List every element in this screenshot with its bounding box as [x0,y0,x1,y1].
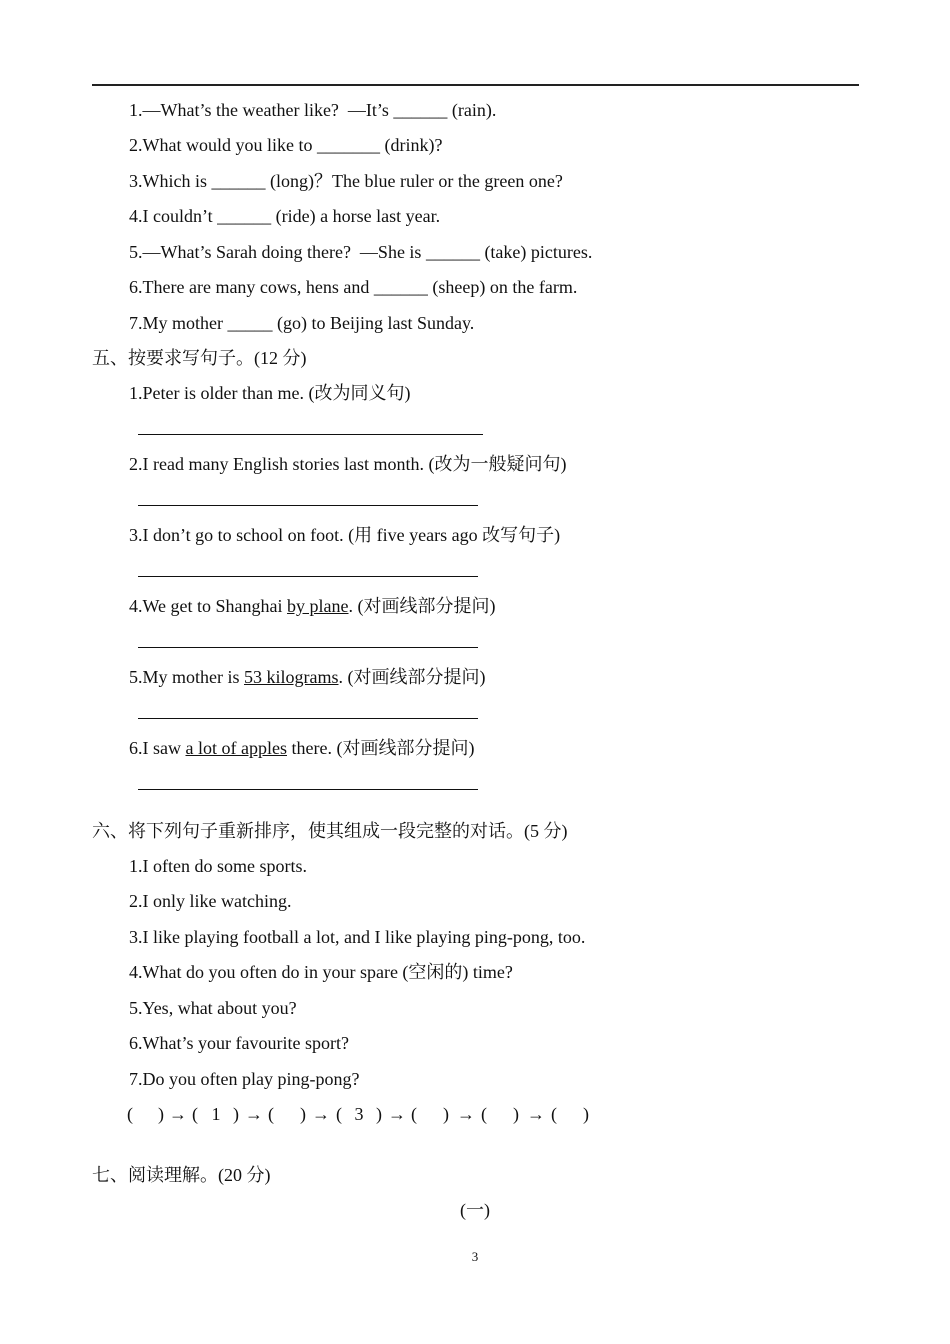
fill-item-7: 7.My mother _____ (go) to Beijing last Sunday. [129,313,475,333]
arrow-icon: → [169,1104,187,1124]
dialogue-sentence-4: 4.What do you often do in your spare (空闲的) time? [129,962,513,982]
rewrite-item-text: 4.We get to Shanghai [129,596,288,616]
rewrite-item-text: 6.I saw [129,738,186,758]
rewrite-item-instruction: . (对画线部分提问) [338,667,486,687]
rewrite-item-1 [129,382,410,404]
rewrite-item-text: 5.My mother is [129,667,244,687]
paren-close: ) [443,1104,449,1124]
arrow-icon: → [312,1104,330,1124]
answer-line-2[interactable] [138,505,478,506]
fill-item-1: 1.—What’s the weather like? —It’s ______ (rain). [129,100,497,120]
fill-item-6: 6.There are many cows, hens and ______ (sheep) on the farm. [129,277,578,297]
paren-open: ( [481,1104,487,1124]
paren-close: ) [158,1104,164,1124]
answer-line-5[interactable] [138,718,478,719]
rewrite-item-instruction: . (对画线部分提问) [348,596,496,616]
rewrite-item-text: 3.I don’t go to school on foot. (用 five years ago 改写句子) [129,525,561,545]
dialogue-sentence-2: 2.I only like watching. [129,891,292,911]
dialogue-sentence-1: 1.I often do some sports. [129,856,307,876]
header-rule [92,84,859,86]
fill-item-2: 2.What would you like to _______ (drink)? [129,135,443,155]
rewrite-item-text: 1.Peter is older than me. (改为同义句) [129,383,411,403]
arrow-icon: → [388,1104,406,1124]
arrow-icon: → [457,1104,475,1124]
section-6-title: 六、将下列句子重新排序，使其组成一段完整的对话。(5 分) [92,821,568,841]
section-7-title: 七、阅读理解。(20 分) [92,1165,271,1185]
paren-open: ( [551,1104,557,1124]
fill-item-4: 4.I couldn’t ______ (ride) a horse last year. [129,206,441,226]
underlined-phrase: a lot of apples [185,738,287,758]
underlined-phrase: by plane [287,596,349,616]
fill-item-5: 5.—What’s Sarah doing there? —She is ______ (take) pictures. [129,242,593,262]
dialogue-sentence-3: 3.I like playing football a lot, and I like playing ping-pong, too. [129,927,586,947]
rewrite-item-4 [129,595,496,617]
paren-open: ( [411,1104,417,1124]
arrow-icon: → [527,1104,545,1124]
paren-close: ) [233,1104,239,1124]
rewrite-item-2 [129,453,566,475]
paren-open: ( [336,1104,342,1124]
fill-item-3: 3.Which is ______ (long)？The blue ruler or the green one? [129,171,563,191]
answer-line-3[interactable] [138,576,478,577]
dialogue-sentence-6: 6.What’s your favourite sport? [129,1033,349,1053]
answer-line-4[interactable] [138,647,478,648]
paren-close: ) [376,1104,382,1124]
underlined-phrase: 53 kilograms [244,667,339,687]
dialogue-sentence-7: 7.Do you often play ping-pong? [129,1069,360,1089]
rewrite-item-instruction: there. (对画线部分提问) [286,738,475,758]
paren-close: ) [513,1104,519,1124]
answer-line-1[interactable] [138,434,483,435]
answer-line-6[interactable] [138,789,478,790]
paren-open: ( [127,1104,133,1124]
order-answer-sequence [0,1103,950,1125]
rewrite-item-5 [129,666,486,688]
passage-label: (一) [460,1200,490,1220]
paren-open: ( [192,1104,198,1124]
paren-close: ) [583,1104,589,1124]
order-slot-2[interactable]: 1 [211,1104,221,1124]
rewrite-item-6 [129,737,474,759]
order-slot-4[interactable]: 3 [354,1104,364,1124]
section-5-title: 五、按要求写句子。(12 分) [92,348,307,368]
paren-close: ) [300,1104,306,1124]
paren-open: ( [268,1104,274,1124]
page-number: 3 [471,1249,479,1264]
arrow-icon: → [245,1104,263,1124]
rewrite-item-3 [129,524,560,546]
rewrite-item-text: 2.I read many English stories last month. (改为一般疑问句) [129,454,567,474]
dialogue-sentence-5: 5.Yes, what about you? [129,998,297,1018]
